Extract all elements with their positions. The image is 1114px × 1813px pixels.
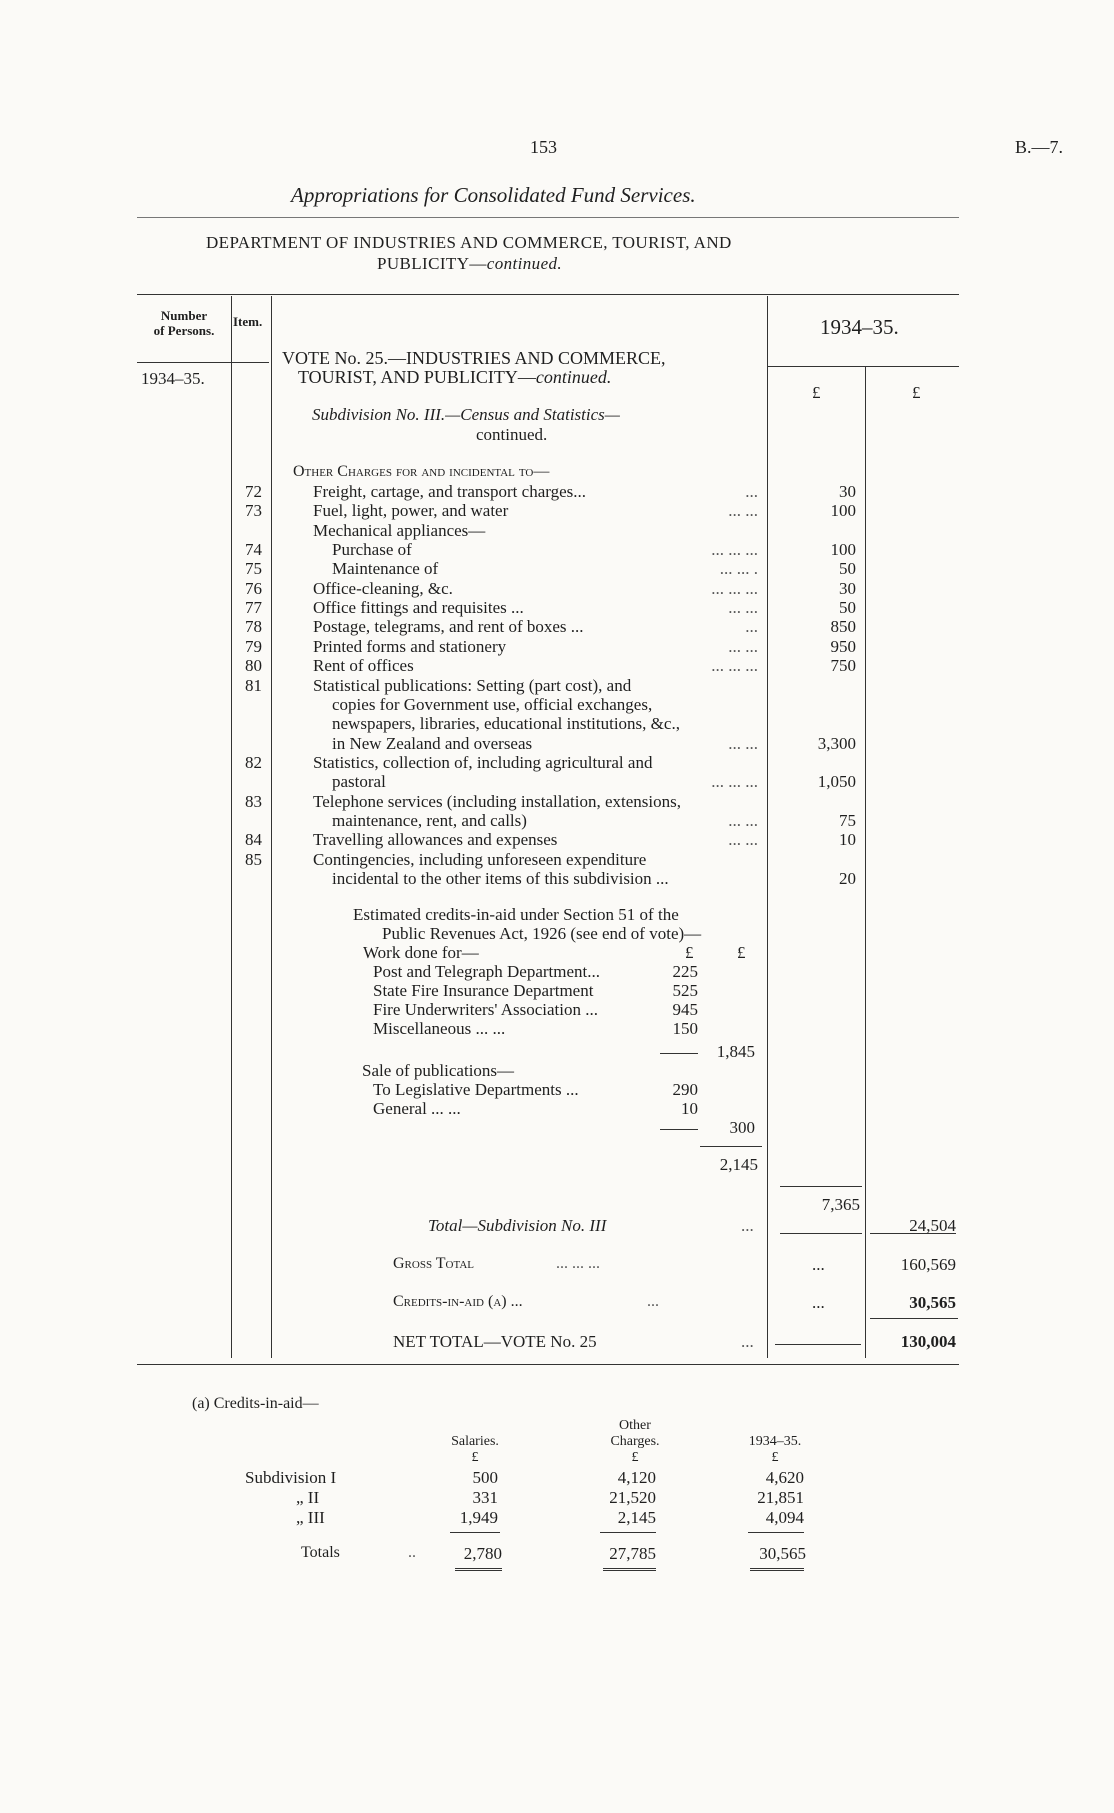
other-charges-heading: Other Charges for and incidental to— (293, 463, 550, 480)
item-leader-dots: ... ... ... (711, 540, 758, 559)
credits-total-rule (700, 1146, 762, 1147)
page-number: 153 (530, 137, 557, 157)
credits-pound-b: £ (737, 943, 746, 962)
item-description: Contingencies, including unforeseen expenditure (313, 850, 647, 869)
item-amount: 100 (830, 540, 856, 559)
footnote-row-salaries: 331 (472, 1488, 498, 1507)
column-divider-amount2 (865, 366, 866, 1358)
footnote-double-rule-year (750, 1568, 804, 1571)
footnote-title: (a) Credits-in-aid— (192, 1395, 319, 1412)
footnote-rule-other (600, 1532, 656, 1533)
persons-header-rule (137, 362, 269, 363)
footnote-pound-other: £ (631, 1450, 639, 1465)
item-leader-dots: ... ... (728, 811, 758, 830)
page-title: Appropriations for Consolidated Fund Services. (291, 183, 696, 207)
pound-sign-col2: £ (912, 383, 921, 402)
item-number: 85 (245, 850, 262, 869)
persons-year: 1934–35. (141, 369, 205, 388)
sale-heading: Sale of publications— (362, 1061, 515, 1080)
item-number: 81 (245, 676, 262, 695)
footnote-row-other: 2,145 (617, 1508, 656, 1527)
footnote-totals-other: 27,785 (609, 1544, 656, 1563)
credits-grand-total: 2,145 (719, 1155, 758, 1174)
footnote-rule-year (748, 1532, 804, 1533)
credits-in-aid-dots-col1: ... (812, 1293, 825, 1312)
column-divider-amount1 (767, 296, 768, 1358)
footnote-col-salaries: Salaries. (451, 1434, 499, 1449)
item-description: Printed forms and stationery (313, 637, 507, 656)
net-total-dash-col1 (775, 1344, 861, 1345)
gross-total-dots-col1: ... (812, 1255, 825, 1274)
footnote-col-year: 1934–35. (748, 1434, 802, 1449)
net-total-rule (870, 1318, 958, 1319)
item-description: Statistics, collection of, including agricultural and (313, 753, 653, 772)
footnote-totals-label: Totals (301, 1544, 340, 1561)
work-total: 1,845 (716, 1042, 755, 1061)
item-amount: 3,300 (817, 734, 856, 753)
item-number: 77 (245, 598, 262, 617)
footnote-totals-year: 30,565 (759, 1544, 806, 1563)
item-description: Office fittings and requisites ... (313, 598, 524, 617)
item-leader-dots: ... ... (728, 637, 758, 656)
work-item-label: Post and Telegraph Department... (373, 962, 600, 981)
item-header: Item. (233, 314, 263, 329)
item-number: 75 (245, 559, 262, 578)
item-description: newspapers, libraries, educational institutions, &c., (332, 714, 680, 733)
footnote-row-total: 4,094 (765, 1508, 804, 1527)
sale-item-amount: 290 (672, 1080, 698, 1099)
item-amount: 50 (839, 559, 856, 578)
subdivision-total-dots: ... (741, 1216, 754, 1235)
item-description: in New Zealand and overseas (332, 734, 533, 753)
sale-item-label: General ... ... (373, 1099, 461, 1118)
item-leader-dots: ... ... (728, 734, 758, 753)
item-number: 84 (245, 830, 262, 849)
subdivision-mid-amount: 7,365 (821, 1195, 860, 1214)
item-amount: 100 (830, 501, 856, 520)
item-leader-dots: ... ... (728, 501, 758, 520)
item-number: 72 (245, 482, 262, 501)
footnote-row-total: 21,851 (757, 1488, 804, 1507)
net-total-dots: ... (741, 1332, 754, 1351)
footnote-row-other: 4,120 (617, 1468, 656, 1487)
table-top-rule (137, 294, 959, 295)
net-total-label: NET TOTAL—VOTE No. 25 (393, 1332, 597, 1351)
footnote-row-other: 21,520 (609, 1488, 656, 1507)
work-item-amount: 945 (672, 1000, 698, 1019)
item-description: Maintenance of (332, 559, 439, 578)
item-number: 76 (245, 579, 262, 598)
footnote-row-label: Subdivision I (245, 1468, 337, 1487)
item-description: Rent of offices (313, 656, 414, 675)
item-leader-dots: ... ... (728, 598, 758, 617)
footnote-row-label: „ II (296, 1488, 320, 1507)
item-amount: 750 (830, 656, 856, 675)
gross-total-label: Gross Total (393, 1255, 475, 1272)
item-number: 79 (245, 637, 262, 656)
net-total-amount: 130,004 (900, 1332, 956, 1351)
credits-in-aid-amount: 30,565 (909, 1293, 956, 1312)
item-leader-dots: ... ... . (719, 559, 758, 578)
footnote-double-rule-other (603, 1568, 656, 1571)
work-item-amount: 150 (672, 1019, 698, 1038)
item-leader-dots: ... (745, 617, 758, 636)
sale-item-label: To Legislative Departments ... (373, 1080, 579, 1099)
item-description: Freight, cartage, and transport charges... (313, 482, 587, 501)
item-description: Travelling allowances and expenses (313, 830, 558, 849)
footnote-double-rule-salaries (455, 1568, 502, 1571)
sale-subtotal-rule (660, 1129, 698, 1130)
item-amount: 50 (839, 598, 856, 617)
item-description: Mechanical appliances— (313, 521, 486, 540)
footnote-row-label: „ III (296, 1508, 325, 1527)
item-leader-dots: ... ... ... (711, 772, 758, 791)
work-item-amount: 225 (672, 962, 698, 981)
item-number: 82 (245, 753, 262, 772)
subdivision-total-rule-col1 (780, 1233, 862, 1234)
gross-total-dots: ... ... ... (556, 1255, 600, 1272)
work-item-amount: 525 (672, 981, 698, 1000)
subdivision-total-label: Total—Subdivision No. III (428, 1216, 607, 1235)
item-description: Fuel, light, power, and water (313, 501, 509, 520)
year-header-rule (767, 366, 959, 367)
item-amount: 1,050 (817, 772, 856, 791)
department-heading-line1: DEPARTMENT OF INDUSTRIES AND COMMERCE, TOURIST, AND (206, 233, 732, 252)
item-amount: 30 (839, 579, 856, 598)
item-amount: 850 (830, 617, 856, 636)
title-rule (137, 217, 959, 218)
item-description: maintenance, rent, and calls) (332, 811, 527, 830)
footnote-row-salaries: 500 (472, 1468, 498, 1487)
work-done-heading: Work done for— (363, 943, 479, 962)
credits-in-aid-dots: ... (647, 1293, 659, 1310)
work-subtotal-rule (660, 1053, 698, 1054)
item-amount: 20 (839, 869, 856, 888)
credits-pound-a: £ (685, 943, 694, 962)
footnote-totals-salaries: 2,780 (463, 1544, 502, 1563)
item-description: copies for Government use, official exchanges, (332, 695, 653, 714)
footnote-pound-year: £ (771, 1450, 779, 1465)
document-reference: B.—7. (1015, 137, 1064, 157)
column-divider-item (271, 296, 272, 1358)
item-number: 73 (245, 501, 262, 520)
sale-item-amount: 10 (681, 1099, 698, 1118)
footnote-row-total: 4,620 (765, 1468, 804, 1487)
pound-sign-col1: £ (812, 383, 821, 402)
table-bottom-rule (137, 1364, 959, 1365)
item-description: pastoral (332, 772, 386, 791)
subdivision-heading-line2: continued. (476, 425, 548, 444)
item-description: Postage, telegrams, and rent of boxes ... (313, 617, 584, 636)
work-item-label: State Fire Insurance Department (373, 981, 594, 1000)
item-description: Statistical publications: Setting (part cost), and (313, 676, 632, 695)
subdivision-total-amount: 24,504 (909, 1216, 956, 1235)
item-number: 74 (245, 540, 262, 559)
subtotal-rule-col1 (780, 1186, 862, 1187)
item-description: incidental to the other items of this subdivision ... (332, 869, 669, 888)
footnote-col-other: Other Charges. (610, 1418, 660, 1449)
item-amount: 75 (839, 811, 856, 830)
footnote-totals-dots: .. (408, 1544, 416, 1561)
footnote-pound-salaries: £ (471, 1450, 479, 1465)
item-description: Telephone services (including installation, extensions, (313, 792, 681, 811)
year-header: 1934–35. (820, 315, 899, 339)
vote-heading-line1: VOTE No. 25.—INDUSTRIES AND COMMERCE, (282, 348, 666, 368)
footnote-rule-salaries (450, 1532, 500, 1533)
item-amount: 10 (839, 830, 856, 849)
gross-total-amount: 160,569 (900, 1255, 956, 1274)
item-leader-dots: ... ... ... (711, 656, 758, 675)
credits-in-aid-label: Credits-in-aid (a) ... (393, 1293, 523, 1310)
item-amount: 30 (839, 482, 856, 501)
item-number: 80 (245, 656, 262, 675)
credits-intro-line1: Estimated credits-in-aid under Section 51 of the (353, 905, 679, 924)
credits-intro-line2: Public Revenues Act, 1926 (see end of vote)— (382, 924, 702, 943)
department-heading-line2: PUBLICITY—continued. (377, 254, 563, 273)
work-item-label: Miscellaneous ... ... (373, 1019, 506, 1038)
item-leader-dots: ... ... (728, 830, 758, 849)
item-description: Office-cleaning, &c. (313, 579, 453, 598)
sale-total: 300 (729, 1118, 755, 1137)
item-number: 78 (245, 617, 262, 636)
work-item-label: Fire Underwriters' Association ... (373, 1000, 598, 1019)
subdivision-heading-line1: Subdivision No. III.—Census and Statistics— (312, 405, 620, 424)
column-divider-persons (231, 296, 232, 1358)
footnote-row-salaries: 1,949 (459, 1508, 498, 1527)
item-leader-dots: ... (745, 482, 758, 501)
vote-heading-line2: TOURIST, AND PUBLICITY—continued. (298, 367, 612, 387)
item-leader-dots: ... ... ... (711, 579, 758, 598)
number-of-persons-header: Number of Persons. (153, 308, 215, 338)
item-amount: 950 (830, 637, 856, 656)
item-number: 83 (245, 792, 262, 811)
item-description: Purchase of (332, 540, 412, 559)
